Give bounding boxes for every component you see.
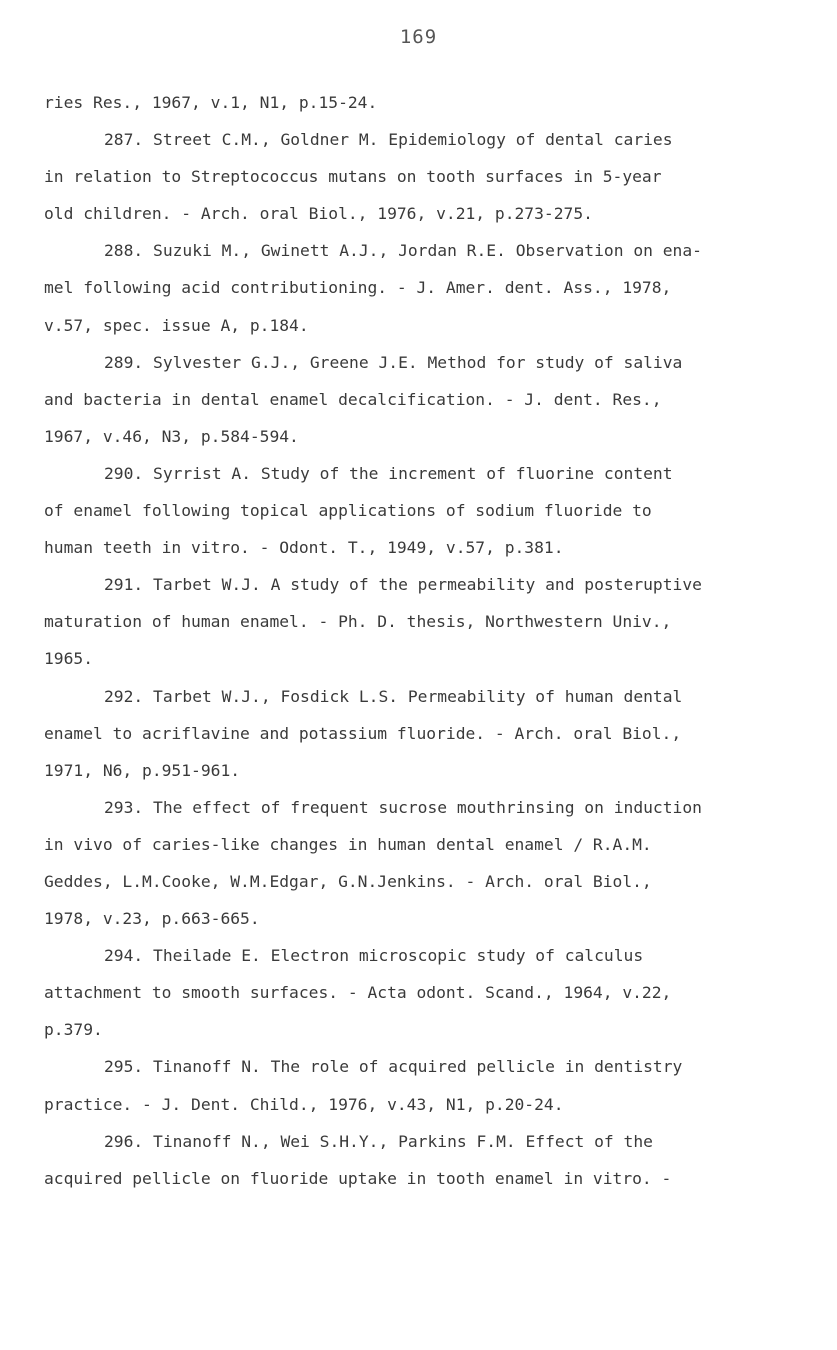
reference-text-line: maturation of human enamel. - Ph. D. thesis, Northwestern Univ.,	[44, 612, 672, 632]
reference-text-line: mel following acid contributioning. - J. Amer. dent. Ass., 1978,	[44, 278, 672, 298]
reference-text-line: enamel to acriflavine and potassium fluoride. - Arch. oral Biol.,	[44, 723, 682, 743]
bibliography-text	[44, 84, 831, 1197]
reference-text-line: 1971, N6, p.951-961.	[44, 760, 241, 780]
reference-entry-first-line: 294. Theilade E. Electron microscopic study of calculus	[104, 946, 644, 966]
reference-text-line: in relation to Streptococcus mutans on tooth surfaces in 5-year	[44, 167, 662, 187]
reference-text-line: old children. - Arch. oral Biol., 1976, v.21, p.273-275.	[44, 204, 593, 224]
reference-text-line: v.57, spec. issue A, p.184.	[44, 315, 309, 335]
reference-text-line: 1965.	[44, 649, 94, 669]
reference-text-line: and bacteria in dental enamel decalcification. - J. dent. Res.,	[44, 389, 662, 409]
reference-entry-first-line: 293. The effect of frequent sucrose mouthrinsing on induction	[104, 797, 702, 817]
reference-text-line: practice. - J. Dent. Child., 1976, v.43, N1, p.20-24.	[44, 1094, 564, 1114]
reference-text-line: Geddes, L.M.Cooke, W.M.Edgar, G.N.Jenkins. - Arch. oral Biol.,	[44, 871, 652, 891]
reference-entry-first-line: 296. Tinanoff N., Wei S.H.Y., Parkins F.M. Effect of the	[104, 1131, 653, 1151]
reference-text-line: 1967, v.46, N3, p.584-594.	[44, 426, 299, 446]
reference-text-line: ries Res., 1967, v.1, N1, p.15-24.	[44, 93, 378, 112]
reference-entry-first-line: 287. Street C.M., Goldner M. Epidemiology of dental caries	[104, 130, 673, 150]
reference-entry-first-line: 295. Tinanoff N. The role of acquired pellicle in dentistry	[104, 1057, 683, 1077]
reference-text-line: p.379.	[44, 1020, 103, 1040]
reference-text-line: attachment to smooth surfaces. - Acta odont. Scand., 1964, v.22,	[44, 983, 672, 1003]
reference-text-line: 1978, v.23, p.663-665.	[44, 909, 260, 929]
reference-text-line: human teeth in vitro. - Odont. T., 1949, v.57, p.381.	[44, 538, 564, 558]
reference-entry-first-line: 289. Sylvester G.J., Greene J.E. Method for study of saliva	[104, 352, 683, 372]
reference-entry-first-line: 291. Tarbet W.J. A study of the permeability and posteruptive	[104, 575, 702, 595]
reference-entry-first-line: 292. Tarbet W.J., Fosdick L.S. Permeability of human dental	[104, 686, 683, 706]
page-number: 169	[399, 26, 438, 48]
reference-entry-first-line: 290. Syrrist A. Study of the increment of fluorine content	[104, 463, 673, 483]
reference-text-line: of enamel following topical applications of sodium fluoride to	[44, 501, 652, 521]
reference-entry-first-line: 288. Suzuki M., Gwinett A.J., Jordan R.E. Observation on ena-	[104, 241, 702, 261]
reference-text-line: acquired pellicle on fluoride uptake in tooth enamel in vitro. -	[44, 1168, 672, 1188]
reference-text-line: in vivo of caries-like changes in human dental enamel / R.A.M.	[44, 834, 652, 854]
